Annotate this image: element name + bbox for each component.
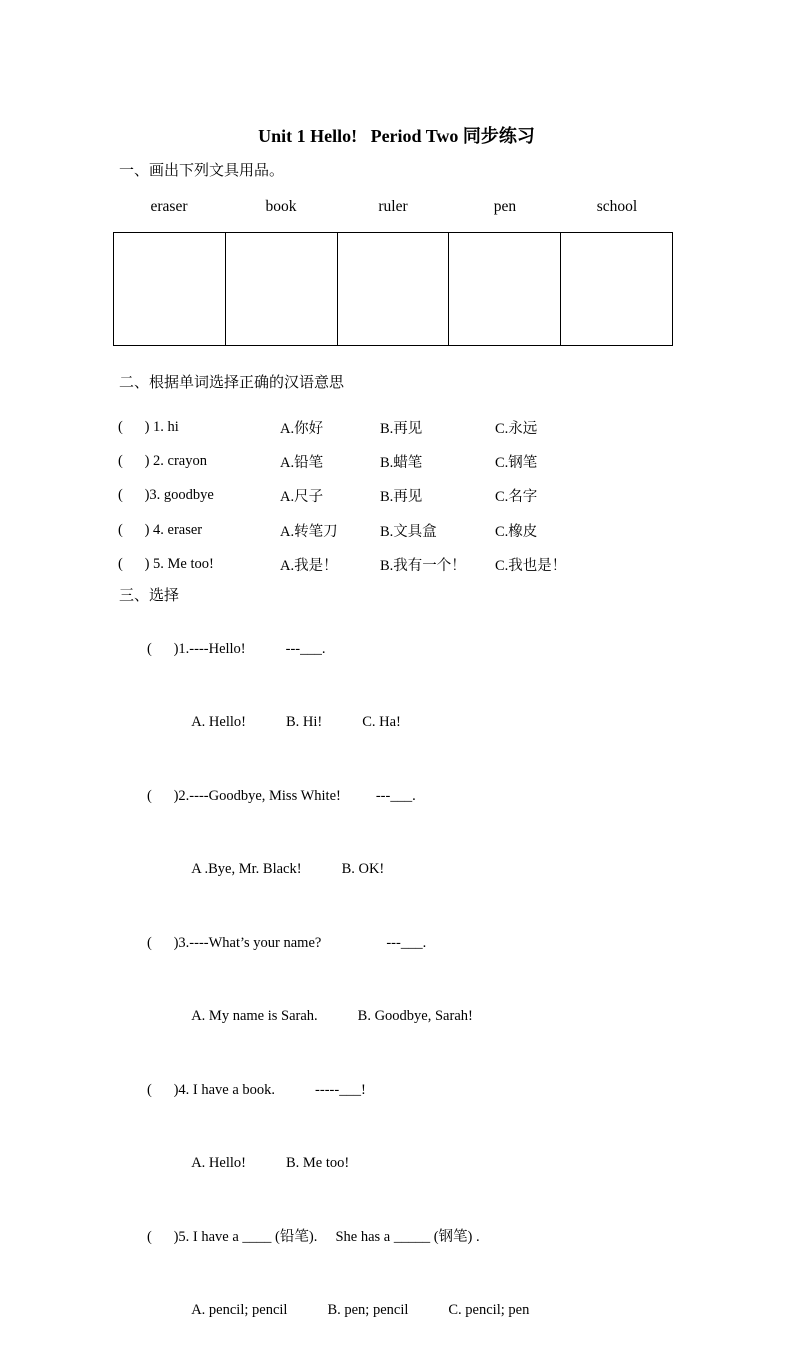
s2-item-4 — [118, 513, 738, 547]
draw-cell-2 — [225, 233, 337, 346]
s3-option: A. My name is Sarah. — [191, 1008, 317, 1024]
s3-option: B. Goodbye, Sarah! — [358, 1008, 473, 1024]
s2-option-c: C.永远 — [495, 417, 738, 438]
s3-question: ( )3.----What’s your name? — [147, 935, 321, 951]
draw-table-row — [114, 233, 673, 346]
s2-option-c: C.橡皮 — [495, 520, 738, 541]
s3-options-line — [118, 686, 758, 760]
s3-question-line — [118, 906, 758, 980]
word-ruler: ruler — [337, 198, 449, 216]
s3-answer-blank: -----___! — [315, 1082, 366, 1098]
s2-option-a: A.我是！ — [280, 554, 380, 575]
draw-cell-4 — [449, 233, 561, 346]
s3-option: A. Hello! — [191, 714, 246, 730]
s3-option: B. Me too! — [286, 1155, 349, 1171]
s3-options-line — [118, 980, 758, 1054]
s3-question: ( )2.----Goodbye, Miss White! — [147, 788, 341, 804]
word-eraser: eraser — [113, 198, 225, 216]
s2-item-2 — [118, 444, 738, 478]
s3-question: ( )5. I have a ____ (铅笔). She has a _____ (钢笔) . — [147, 1229, 480, 1245]
s3-option: A .Bye, Mr. Black! — [191, 861, 301, 877]
s2-item-label: ( ) 5. Me too! — [118, 556, 280, 573]
section1-draw-table — [113, 232, 673, 346]
draw-cell-3 — [337, 233, 449, 346]
s3-item-2 — [118, 759, 758, 906]
s3-option: C. Ha! — [362, 714, 401, 730]
s2-item-label: ( ) 1. hi — [118, 419, 280, 436]
s3-option: B. pen; pencil — [327, 1302, 408, 1318]
s2-option-c: C.钢笔 — [495, 451, 738, 472]
draw-cell-1 — [114, 233, 226, 346]
s3-question-line — [118, 612, 758, 686]
s3-question: ( )1.----Hello! — [147, 641, 246, 657]
page-title: Unit 1 Hello! Period Two 同步练习 — [0, 122, 793, 148]
s2-option-a: A.铅笔 — [280, 451, 380, 472]
s3-answer-blank: ---___. — [386, 935, 426, 951]
question-gap — [341, 799, 376, 800]
s3-options-line — [118, 1127, 758, 1201]
s2-option-b: B.再见 — [380, 417, 495, 438]
s2-option-c: C.我也是！ — [495, 554, 738, 575]
s3-question-line — [118, 759, 758, 833]
s3-item-5 — [118, 1200, 758, 1347]
s2-option-a: A.你好 — [280, 417, 380, 438]
s3-answer-blank: ---___. — [286, 641, 326, 657]
s2-item-label: ( ) 4. eraser — [118, 522, 280, 539]
word-school: school — [561, 198, 673, 216]
s3-option: A. pencil; pencil — [191, 1302, 287, 1318]
section2-rows — [118, 410, 738, 582]
s2-option-b: B.蜡笔 — [380, 451, 495, 472]
s3-question: ( )4. I have a book. — [147, 1082, 275, 1098]
section1-word-list — [113, 198, 673, 216]
s3-option: C. pencil; pen — [448, 1302, 529, 1318]
s3-options-line — [118, 1274, 758, 1347]
question-gap — [275, 1093, 315, 1094]
s2-option-c: C.名字 — [495, 485, 738, 506]
s3-question-line — [118, 1200, 758, 1274]
s2-item-label: ( ) 2. crayon — [118, 453, 280, 470]
section3-items — [118, 612, 758, 1347]
section3-heading: 三、选择 — [119, 584, 179, 605]
s2-option-a: A.尺子 — [280, 485, 380, 506]
section2-heading: 二、根据单词选择正确的汉语意思 — [119, 371, 344, 392]
s3-item-1 — [118, 612, 758, 759]
s3-option: B. OK! — [342, 861, 385, 877]
s3-question-line — [118, 1053, 758, 1127]
s2-option-b: B.我有一个！ — [380, 554, 495, 575]
word-pen: pen — [449, 198, 561, 216]
s2-item-5 — [118, 548, 738, 582]
question-gap — [321, 946, 386, 947]
s2-option-a: A.转笔刀 — [280, 520, 380, 541]
s3-item-3 — [118, 906, 758, 1053]
s3-option: A. Hello! — [191, 1155, 246, 1171]
draw-cell-5 — [561, 233, 673, 346]
s3-option: B. Hi! — [286, 714, 322, 730]
s2-item-label: ( )3. goodbye — [118, 487, 280, 504]
s2-item-1 — [118, 410, 738, 444]
s2-item-3 — [118, 479, 738, 513]
word-book: book — [225, 198, 337, 216]
s2-option-b: B.文具盒 — [380, 520, 495, 541]
s2-option-b: B.再见 — [380, 485, 495, 506]
section1-heading: 一、画出下列文具用品。 — [119, 159, 284, 180]
s3-item-4 — [118, 1053, 758, 1200]
question-gap — [246, 652, 286, 653]
s3-answer-blank: ---___. — [376, 788, 416, 804]
s3-options-line — [118, 833, 758, 907]
